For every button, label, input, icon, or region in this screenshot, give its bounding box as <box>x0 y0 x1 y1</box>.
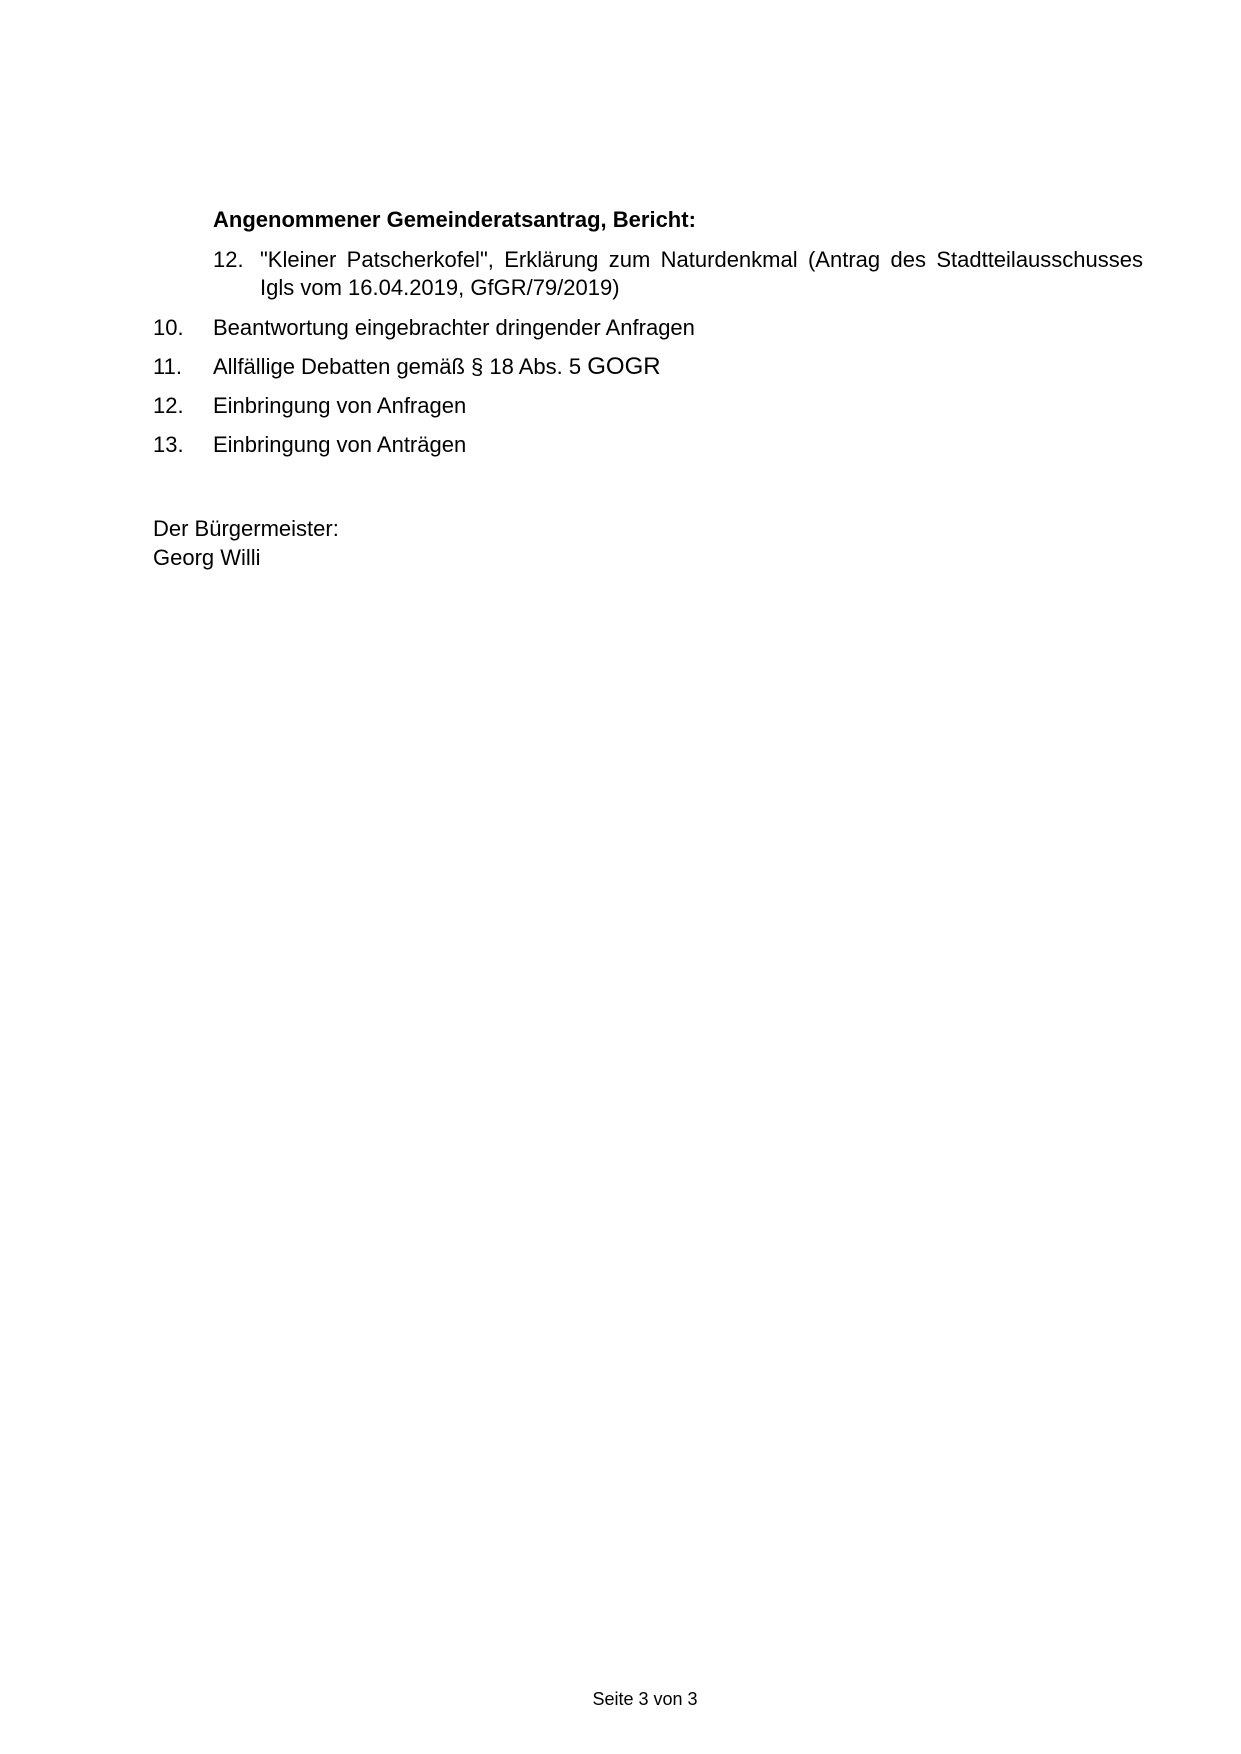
signature-name: Georg Willi <box>153 545 261 570</box>
agenda-item-text: Beantwortung eingebrachter dringender Anfragen <box>213 315 695 340</box>
signature-block <box>153 514 339 572</box>
agenda-item <box>153 392 466 420</box>
agenda-item-text: Allfällige Debatten gemäß § 18 Abs. 5 <box>213 354 582 379</box>
page-footer: Seite 3 von 3 <box>592 1689 698 1709</box>
agenda-item <box>153 353 661 381</box>
sub-item-number: 12. <box>213 247 244 272</box>
agenda-item-text: Einbringung von Anträgen <box>213 432 467 457</box>
agenda-item-abbreviation: GOGR <box>587 353 661 380</box>
section-heading: Angenommener Gemeinderatsantrag, Bericht: <box>213 207 696 232</box>
agenda-item-number: 10. <box>153 315 184 340</box>
agenda-item-number: 12. <box>153 393 184 418</box>
agenda-item-number: 11. <box>153 354 182 379</box>
signature-title: Der Bürgermeister: <box>153 516 339 541</box>
sub-list-item <box>213 246 1143 302</box>
agenda-item <box>153 314 695 342</box>
agenda-item <box>153 431 466 459</box>
agenda-item-text: Einbringung von Anfragen <box>213 393 467 418</box>
agenda-item-number: 13. <box>153 432 184 457</box>
sub-item-text: "Kleiner Patscherkofel", Erklärung zum Naturdenkmal (Antrag des Stadtteilausschusses Igls vom 16.04.2019, GfGR/79/2019) <box>260 247 1143 300</box>
